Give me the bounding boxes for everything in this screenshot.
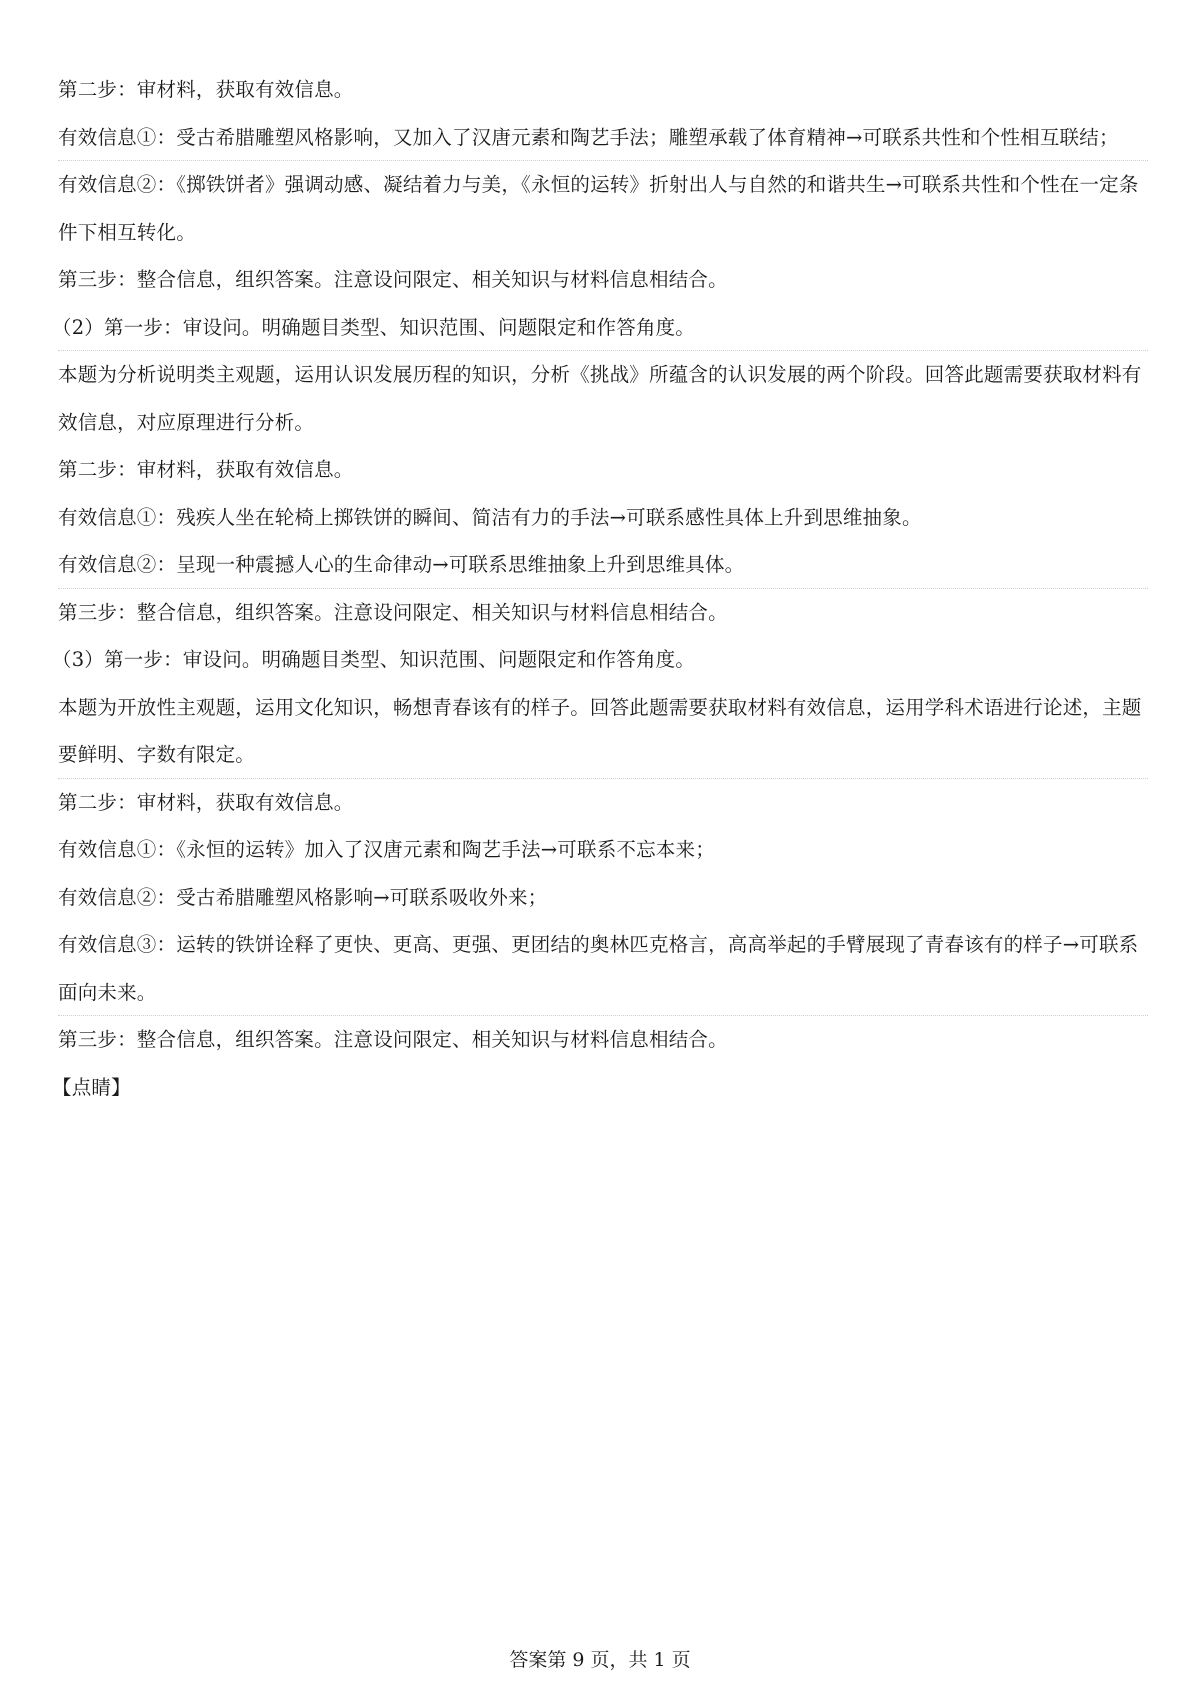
effective-info-1: 有效信息①：残疾人坐在轮椅上掷铁饼的瞬间、简洁有力的手法→可联系感性具体上升到思维抽象。 bbox=[58, 505, 922, 529]
question-3-description: 本题为开放性主观题，运用文化知识，畅想青春该有的样子。回答此题需要获取材料有效信息，运用学科术语进行论述，主题要鲜明、字数有限定。 bbox=[58, 695, 1142, 766]
step-two-heading: 第二步：审材料，获取有效信息。 bbox=[58, 790, 354, 814]
step-two-heading: 第二步：审材料，获取有效信息。 bbox=[58, 458, 354, 481]
highlight-heading: 【点睛】 bbox=[52, 1075, 131, 1099]
effective-info-2: 有效信息②：受古希腊雕塑风格影响→可联系吸收外来； bbox=[58, 885, 548, 909]
step-three-heading: 第三步：整合信息，组织答案。注意设问限定、相关知识与材料信息相结合。 bbox=[58, 268, 728, 291]
effective-info-1: 有效信息①：受古希腊雕塑风格影响，又加入了汉唐元素和陶艺手法；雕塑承载了体育精神→可联系共性和个性相互联结； bbox=[58, 125, 1119, 149]
effective-info-1: 有效信息①：《永恒的运转》加入了汉唐元素和陶艺手法→可联系不忘本来； bbox=[58, 838, 715, 861]
step-three-heading: 第三步：整合信息，组织答案。注意设问限定、相关知识与材料信息相结合。 bbox=[58, 600, 728, 624]
question-2-description: 本题为分析说明类主观题，运用认识发展历程的知识，分析《挑战》所蕴含的认识发展的两个阶段。回答此题需要获取材料有效信息，对应原理进行分析。 bbox=[58, 363, 1142, 434]
question-3-step-one: （3）第一步：审设问。明确题目类型、知识范围、问题限定和作答角度。 bbox=[52, 648, 696, 671]
step-two-heading: 第二步：审材料，获取有效信息。 bbox=[58, 78, 354, 101]
step-three-heading: 第三步：整合信息，组织答案。注意设问限定、相关知识与材料信息相结合。 bbox=[58, 1028, 728, 1051]
question-2-step-one: （2）第一步：审设问。明确题目类型、知识范围、问题限定和作答角度。 bbox=[52, 315, 696, 339]
page-footer: 答案第 9 页，共 1 页 bbox=[509, 1649, 691, 1671]
effective-info-3: 有效信息③：运转的铁饼诠释了更快、更高、更强、更团结的奥林匹克格言，高高举起的手臂展现了青春该有的样子→可联系面向未来。 bbox=[58, 933, 1139, 1004]
answer-body bbox=[52, 66, 1148, 1111]
effective-info-2: 有效信息②：《掷铁饼者》强调动感、凝结着力与美，《永恒的运转》折射出人与自然的和谐共生→可联系共性和个性在一定条件下相互转化。 bbox=[58, 173, 1139, 244]
effective-info-2: 有效信息②：呈现一种震撼人心的生命律动→可联系思维抽象上升到思维具体。 bbox=[58, 553, 745, 576]
